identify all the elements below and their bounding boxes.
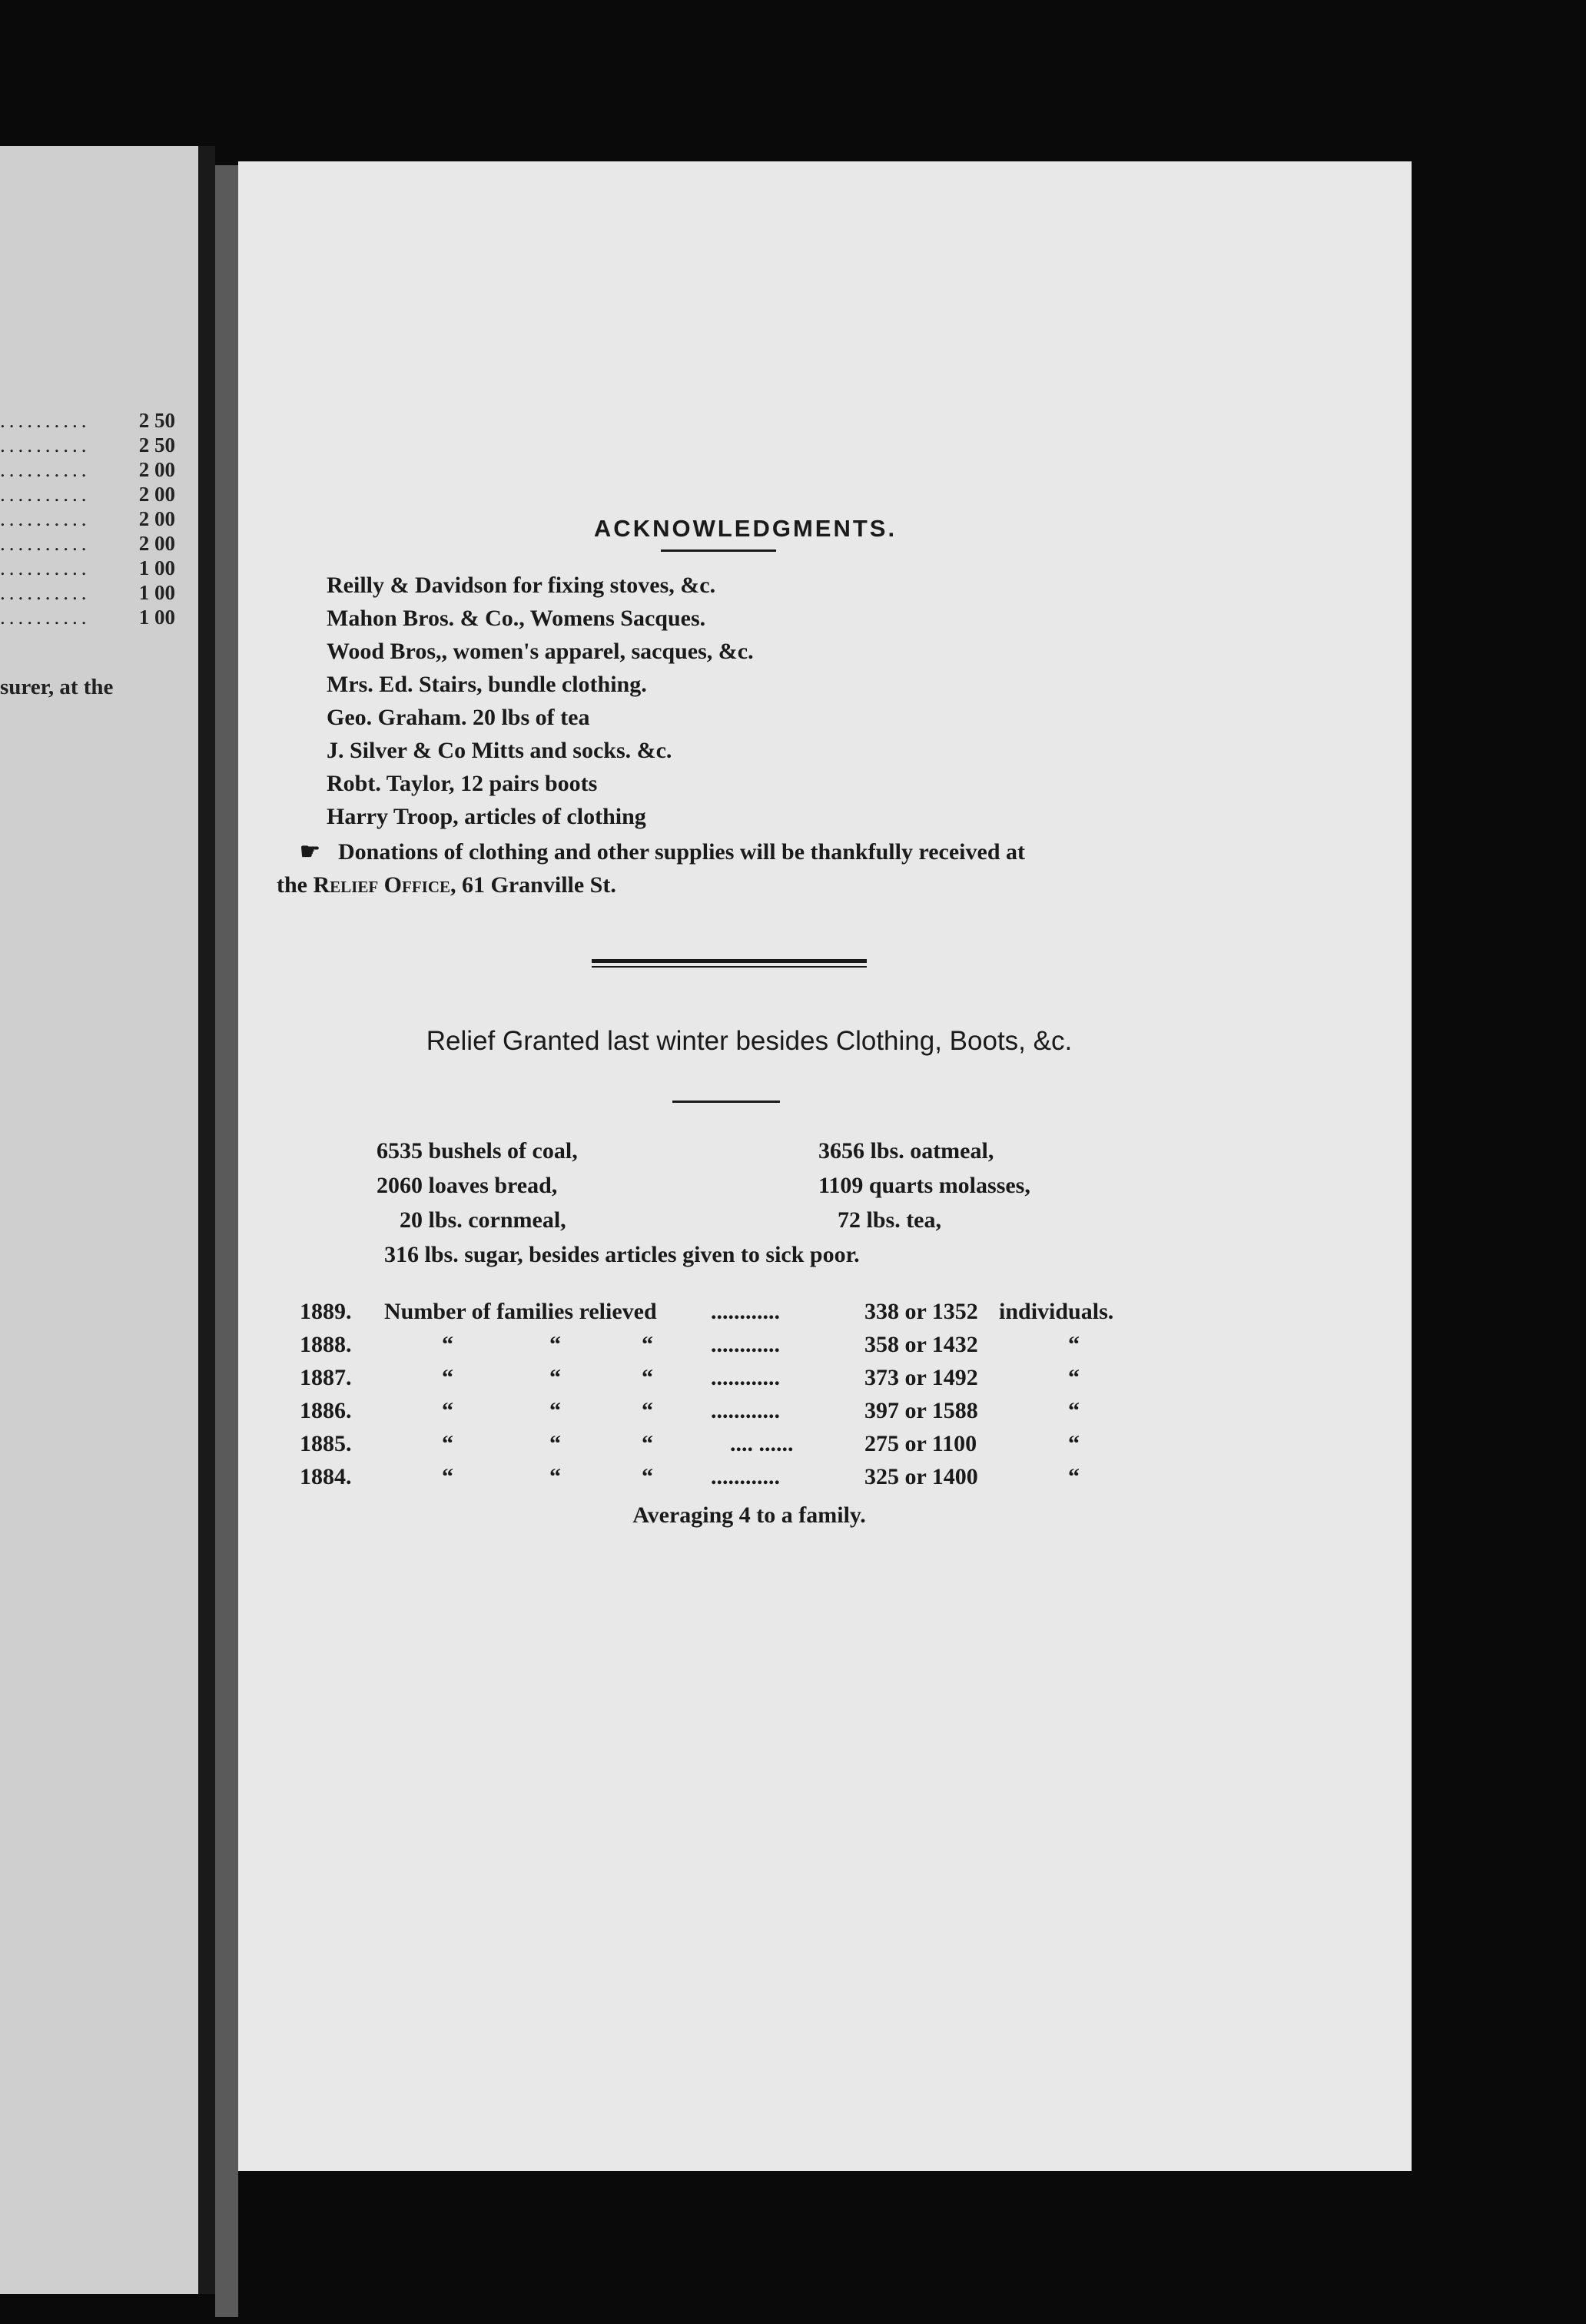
- ditto-mark: “: [642, 1365, 653, 1390]
- acknowledgment-item: Reilly & Davidson for fixing stoves, &c.: [327, 573, 716, 598]
- left-page-edge: [198, 146, 215, 2294]
- ditto-mark: “: [442, 1332, 453, 1357]
- ditto-mark: “: [1068, 1365, 1080, 1390]
- ditto-mark: “: [642, 1398, 653, 1423]
- unit-label: individuals.: [999, 1299, 1114, 1324]
- acknowledgments-list: [327, 569, 754, 833]
- amount-row: [0, 433, 175, 456]
- leader-dots: ............: [711, 1464, 780, 1489]
- leader-dots: ............: [711, 1398, 780, 1423]
- amount: 1 00: [138, 581, 175, 604]
- heading-rule: [661, 549, 776, 552]
- amount-row: [0, 458, 175, 481]
- ditto-mark: “: [549, 1398, 561, 1423]
- ditto-mark: “: [549, 1365, 561, 1390]
- families-count: 338 or 1352: [864, 1299, 978, 1324]
- acknowledgment-item: Wood Bros,, women's apparel, sacques, &c.: [327, 639, 754, 664]
- leader-dots: ..........: [0, 532, 91, 555]
- leader-dots: ..........: [0, 606, 91, 629]
- ditto-mark: “: [442, 1431, 453, 1456]
- relief-heading: Relief Granted last winter besides Clothing, Boots, &c.: [426, 1026, 1073, 1056]
- supply-item: 72 lbs. tea,: [838, 1207, 941, 1233]
- heading-rule: [672, 1101, 780, 1103]
- year: 1884.: [300, 1464, 352, 1489]
- supply-item: 1109 quarts molasses,: [818, 1173, 1030, 1198]
- page-gutter: [215, 165, 238, 2317]
- averaging-note: Averaging 4 to a family.: [632, 1502, 866, 1528]
- acknowledgment-item: Geo. Graham. 20 lbs of tea: [327, 705, 590, 730]
- leader-dots: ..........: [0, 483, 91, 506]
- ditto-mark: “: [549, 1464, 561, 1489]
- amount-row: [0, 581, 175, 604]
- ditto-mark: “: [1068, 1398, 1080, 1423]
- ditto-mark: “: [442, 1398, 453, 1423]
- section-divider: [592, 959, 867, 970]
- ditto-mark: “: [549, 1332, 561, 1357]
- amount: 2 00: [138, 532, 175, 555]
- left-page-text-fragment: surer, at the: [0, 675, 114, 699]
- ditto-mark: “: [1068, 1464, 1080, 1489]
- leader-dots: ..........: [0, 409, 91, 432]
- left-page-fragment: [0, 146, 198, 2294]
- ditto-mark: “: [1068, 1431, 1080, 1456]
- leader-dots: ..........: [0, 458, 91, 481]
- acknowledgments-heading: ACKNOWLEDGMENTS.: [593, 515, 898, 542]
- amount: 1 00: [138, 556, 175, 579]
- families-count: 325 or 1400: [864, 1464, 978, 1489]
- ditto-mark: “: [642, 1332, 653, 1357]
- amount: 2 00: [138, 507, 175, 530]
- note-prefix: the: [277, 872, 307, 898]
- relief-office-name: Relief Office: [313, 872, 451, 898]
- ditto-mark: “: [442, 1464, 453, 1489]
- amount: 2 50: [138, 433, 175, 456]
- supply-item: 3656 lbs. oatmeal,: [818, 1138, 994, 1164]
- acknowledgment-item: J. Silver & Co Mitts and socks. &c.: [327, 738, 672, 763]
- leader-dots: ............: [711, 1365, 780, 1390]
- acknowledgment-item: Harry Troop, articles of clothing: [327, 804, 646, 829]
- amount: 1 00: [138, 606, 175, 629]
- amount-row: [0, 556, 175, 579]
- ditto-mark: “: [549, 1431, 561, 1456]
- amount: 2 00: [138, 483, 175, 506]
- year: 1885.: [300, 1431, 352, 1456]
- amount: 2 50: [138, 409, 175, 432]
- leader-dots: .... ......: [730, 1431, 794, 1456]
- donations-note: [277, 835, 1276, 901]
- acknowledgment-item: Mahon Bros. & Co., Womens Sacques.: [327, 606, 706, 631]
- ditto-mark: “: [642, 1431, 653, 1456]
- note-address: , 61 Granville St.: [450, 872, 616, 898]
- leader-dots: ..........: [0, 433, 91, 456]
- leader-dots: ..........: [0, 556, 91, 579]
- year: 1888.: [300, 1332, 352, 1357]
- acknowledgment-item: Mrs. Ed. Stairs, bundle clothing.: [327, 672, 647, 697]
- amount-row: [0, 483, 175, 506]
- families-label: Number of families relieved: [384, 1299, 657, 1324]
- families-count: 275 or 1100: [864, 1431, 977, 1456]
- families-count: 397 or 1588: [864, 1398, 978, 1423]
- note-text: Donations of clothing and other supplies will be thankfully received at: [338, 839, 1025, 865]
- ditto-mark: “: [442, 1365, 453, 1390]
- document-page: [238, 161, 1412, 2171]
- families-count: 358 or 1432: [864, 1332, 978, 1357]
- year: 1886.: [300, 1398, 352, 1423]
- amount: 2 00: [138, 458, 175, 481]
- ditto-mark: “: [1068, 1332, 1080, 1357]
- amount-row: [0, 409, 175, 432]
- supply-item: 2060 loaves bread,: [377, 1173, 558, 1198]
- leader-dots: ..........: [0, 581, 91, 604]
- amount-row: [0, 532, 175, 555]
- families-count: 373 or 1492: [864, 1365, 978, 1390]
- leader-dots: ..........: [0, 507, 91, 530]
- leader-dots: ............: [711, 1332, 780, 1357]
- leader-dots: ............: [711, 1299, 780, 1324]
- ditto-mark: “: [642, 1464, 653, 1489]
- amount-row: [0, 606, 175, 629]
- year: 1889.: [300, 1299, 352, 1324]
- supply-item: 316 lbs. sugar, besides articles given to sick poor.: [384, 1242, 860, 1267]
- supply-item: 20 lbs. cornmeal,: [400, 1207, 566, 1233]
- acknowledgment-item: Robt. Taylor, 12 pairs boots: [327, 771, 598, 796]
- amount-row: [0, 507, 175, 530]
- year: 1887.: [300, 1365, 352, 1390]
- pointing-hand-icon: ☛: [300, 839, 320, 865]
- supply-item: 6535 bushels of coal,: [377, 1138, 578, 1164]
